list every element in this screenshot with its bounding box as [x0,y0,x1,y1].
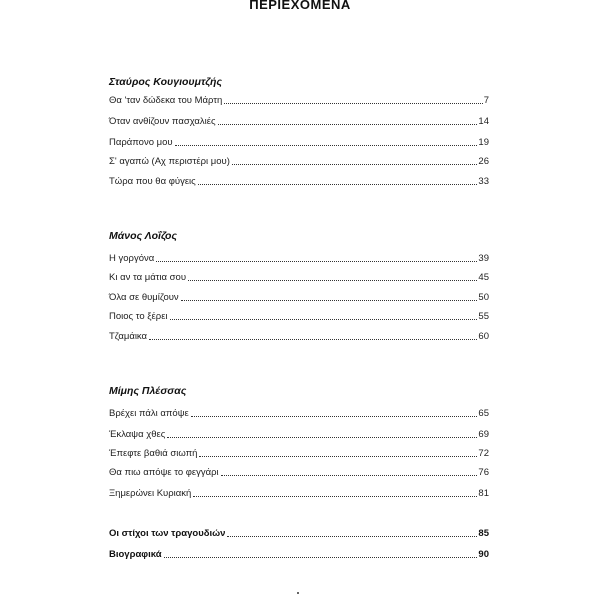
entry-title: Έπεφτε βαθιά σιωπή [109,448,198,459]
entry-title: Η γοργόνα [109,253,155,264]
toc-entry[interactable] [109,173,489,187]
entry-title: Όταν ανθίζουν πασχαλιές [109,116,216,127]
toc-entry[interactable] [109,464,489,478]
dot-leader [232,164,478,165]
dot-leader [167,437,477,438]
toc-entry[interactable] [109,113,489,127]
entry-page-number: 72 [478,448,489,459]
entry-page-number: 45 [478,272,489,283]
entry-title: Βρέχει πάλι απόψε [109,408,189,419]
dot-leader [218,124,478,125]
entry-page-number: 85 [478,528,489,539]
entry-page-number: 90 [478,549,489,560]
section-heading-kougioumtzis: Σταύρος Κουγιουμτζής [109,76,223,88]
entry-page-number: 33 [478,176,489,187]
toc-entry[interactable] [109,485,489,499]
entry-page-number: 60 [478,331,489,342]
toc-entry-biographies[interactable] [109,546,489,560]
toc-entry[interactable] [109,308,489,322]
entry-title: Τώρα που θα φύγεις [109,176,196,187]
entry-page-number: 76 [478,467,489,478]
entry-page-number: 14 [478,116,489,127]
toc-entry[interactable] [109,250,489,264]
entry-page-number: 26 [478,156,489,167]
dot-leader [227,536,477,537]
toc-entry-lyrics[interactable] [109,525,489,539]
dot-leader [199,456,477,457]
entry-page-number: 69 [478,429,489,440]
dot-leader [198,184,478,185]
dot-leader [191,416,478,417]
toc-entry[interactable] [109,153,489,167]
section-heading-plessas: Μίμης Πλέσσας [109,385,187,397]
dot-leader [164,557,478,558]
dot-leader [193,496,477,497]
section-heading-loizos: Μάνος Λοΐζος [109,230,177,242]
toc-entry[interactable] [109,134,489,148]
dot-leader [221,475,478,476]
dot-leader [149,339,477,340]
entry-title: Σ' αγαπώ (Αχ περιστέρι μου) [109,156,230,167]
entry-title: Θα πιω απόψε το φεγγάρι [109,467,219,478]
entry-page-number: 19 [478,137,489,148]
entry-title: Ξημερώνει Κυριακή [109,488,192,499]
entry-title: Βιογραφικά [109,549,162,560]
entry-title: Κι αν τα μάτια σου [109,272,187,283]
dot-leader [170,319,478,320]
scan-speck [297,592,299,594]
dot-leader [156,261,477,262]
page-title: ΠΕΡΙΕΧΟΜΕΝΑ [249,0,351,12]
toc-entry[interactable] [109,328,489,342]
dot-leader [224,103,482,104]
entry-page-number: 65 [478,408,489,419]
entry-page-number: 50 [478,292,489,303]
dot-leader [188,280,477,281]
toc-entry[interactable] [109,269,489,283]
entry-title: Όλα σε θυμίζουν [109,292,179,303]
toc-entry[interactable] [109,405,489,419]
entry-title: Θα 'ταν δώδεκα του Μάρτη [109,95,223,106]
toc-entry[interactable] [109,289,489,303]
entry-page-number: 81 [478,488,489,499]
dot-leader [181,300,478,301]
dot-leader [175,145,478,146]
entry-title: Οι στίχοι των τραγουδιών [109,528,226,539]
toc-entry[interactable] [109,426,489,440]
toc-entry[interactable] [109,445,489,459]
toc-entry[interactable] [109,92,489,106]
entry-page-number: 7 [483,95,489,106]
entry-page-number: 39 [478,253,489,264]
entry-title: Ποιος το ξέρει [109,311,168,322]
entry-title: Τζαμάικα [109,331,148,342]
entry-page-number: 55 [478,311,489,322]
entry-title: Έκλαψα χθες [109,429,166,440]
entry-title: Παράπονο μου [109,137,173,148]
